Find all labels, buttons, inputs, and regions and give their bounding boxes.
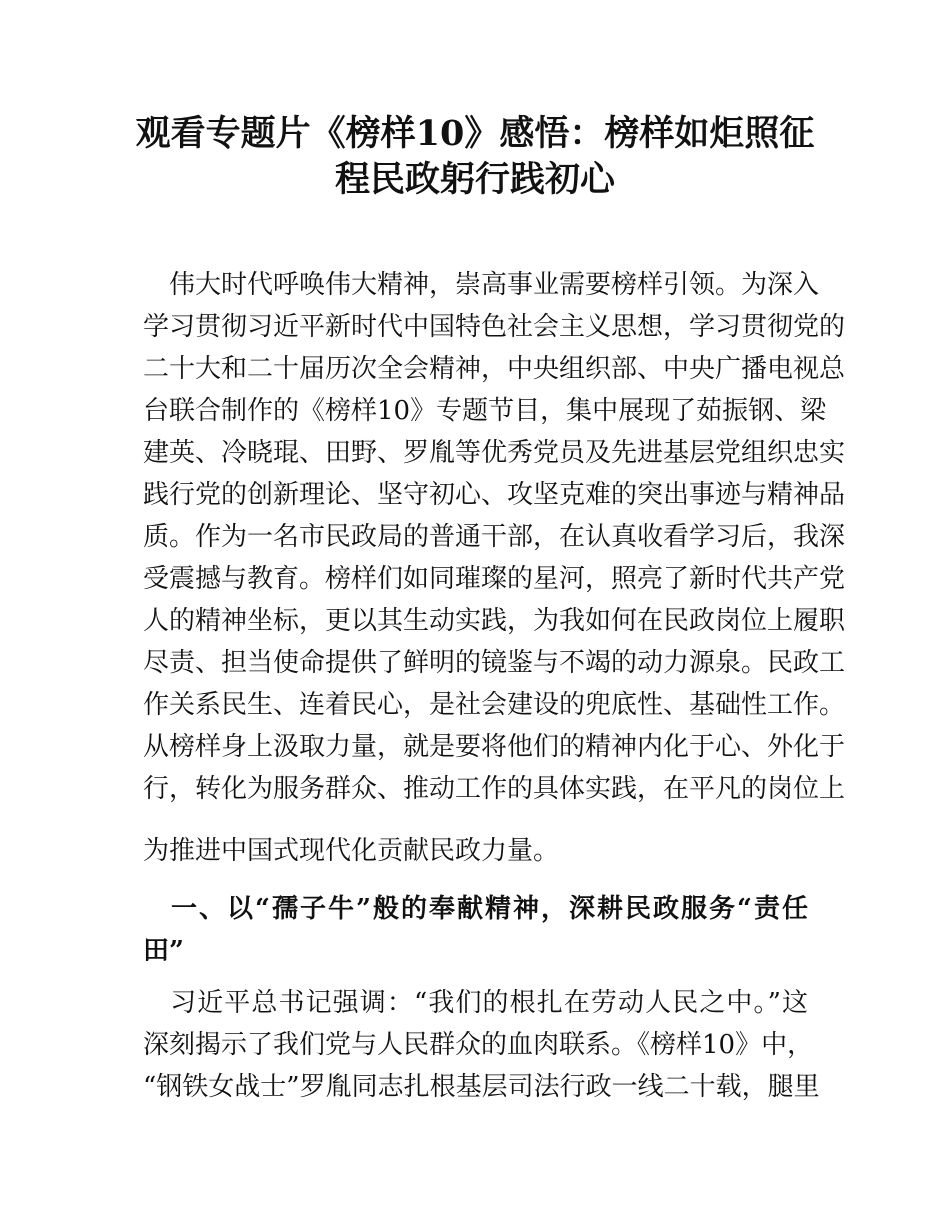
document-title-line-1: 观看专题片《榜样10》感悟：榜样如炬照征 — [135, 113, 815, 154]
paragraph-line: 践行党的创新理论、坚守初心、攻坚克难的突出事迹与精神品 — [143, 480, 846, 510]
paragraph-line: 二十大和二十届历次全会精神，中央组织部、中央广播电视总 — [143, 354, 846, 384]
paragraph-line: 行，转化为服务群众、推动工作的具体实践，在平凡的岗位上 — [143, 774, 846, 804]
paragraph-line: 建英、冷晓琨、田野、罗胤等优秀党员及先进基层党组织忠实 — [143, 438, 846, 468]
paragraph-line: 为推进中国式现代化贡献民政力量。 — [143, 836, 560, 866]
paragraph-line: 受震撼与教育。榜样们如同璀璨的星河，照亮了新时代共产党 — [143, 564, 846, 594]
paragraph-line: 尽责、担当使命提供了鲜明的镜鉴与不竭的动力源泉。民政工 — [143, 648, 846, 678]
paragraph-line: 深刻揭示了我们党与人民群众的血肉联系。《榜样10》中， — [143, 1030, 814, 1060]
paragraph-line: 学习贯彻习近平新时代中国特色社会主义思想，学习贯彻党的 — [143, 312, 846, 342]
paragraph-line: 作关系民生、连着民心，是社会建设的兜底性、基础性工作。 — [143, 690, 846, 720]
paragraph-line: “钢铁女战士”罗胤同志扎根基层司法行政一线二十载，腿里 — [143, 1072, 820, 1102]
paragraph-line: 从榜样身上汲取力量，就是要将他们的精神内化于心、外化于 — [143, 732, 846, 762]
document-title-line-2: 程民政躬行践初心 — [334, 159, 615, 200]
paragraph-line: 人的精神坐标，更以其生动实践，为我如何在民政岗位上履职 — [143, 606, 846, 636]
paragraph-line: 台联合制作的《榜样10》专题节目，集中展现了茹振钢、梁 — [143, 396, 827, 426]
heading-line: 一、以“孺子牛”般的奉献精神，深耕民政服务“责任 — [143, 894, 808, 924]
paragraph-line: 习近平总书记强调：“我们的根扎在劳动人民之中。”这 — [143, 988, 808, 1018]
paragraph-line: 伟大时代呼唤伟大精神，崇高事业需要榜样引领。为深入 — [143, 270, 820, 300]
paragraph-line: 质。作为一名市民政局的普通干部，在认真收看学习后，我深 — [143, 522, 846, 552]
heading-line: 田” — [143, 936, 184, 966]
